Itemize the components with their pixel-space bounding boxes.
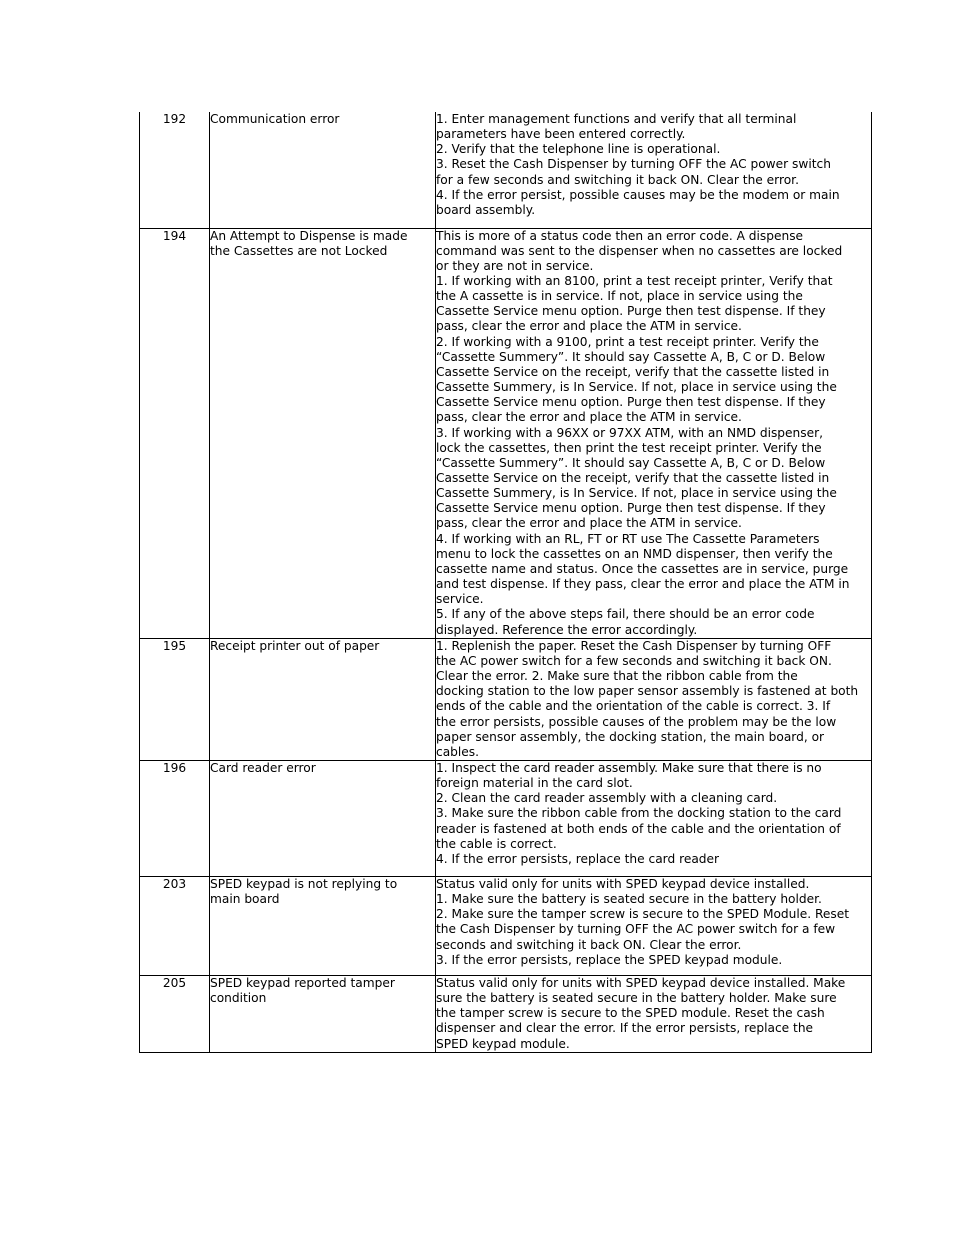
table-row bbox=[140, 760, 872, 876]
error-code-table-body bbox=[140, 112, 872, 1052]
action-line: the error persists, possible causes of the problem may be the low bbox=[436, 714, 837, 729]
table-row bbox=[140, 876, 872, 975]
corrective-action-cell bbox=[436, 876, 872, 975]
action-line: Cassette Service menu option. Purge then test dispense. If they bbox=[436, 304, 826, 319]
action-line: board assembly. bbox=[436, 202, 536, 217]
error-description-cell bbox=[210, 975, 436, 1052]
table-row bbox=[140, 228, 872, 638]
action-line: or they are not in service. bbox=[436, 258, 594, 273]
error-description-cell bbox=[210, 638, 436, 760]
action-line: Cassette Service on the receipt, verify that the cassette listed in bbox=[436, 471, 830, 485]
action-line: 4. If the error persists, replace the card reader bbox=[436, 851, 720, 866]
action-line: service. bbox=[436, 592, 484, 607]
action-line: the cable is correct. bbox=[436, 836, 557, 851]
action-line: This is more of a status code then an error code. A dispense bbox=[436, 228, 804, 243]
action-line: 2. If working with a 9100, print a test receipt printer. Verify the bbox=[436, 334, 819, 349]
action-line: 3. If working with a 96XX or 97XX ATM, with an NMD dispenser, bbox=[436, 425, 823, 440]
description-line: Receipt printer out of paper bbox=[210, 638, 380, 653]
action-line: seconds and switching it back ON. Clear the error. bbox=[436, 937, 742, 952]
description-line: An Attempt to Dispense is made bbox=[210, 228, 408, 243]
corrective-action-cell bbox=[436, 228, 872, 638]
action-line: menu to lock the cassettes on an NMD dispenser, then verify the bbox=[436, 546, 833, 561]
action-line: the tamper screw is secure to the SPED module. Reset the cash bbox=[436, 1006, 825, 1021]
error-code-table bbox=[139, 112, 872, 1053]
action-line: SPED keypad module. bbox=[436, 1036, 570, 1051]
action-line: pass, clear the error and place the ATM in service. bbox=[436, 319, 742, 334]
action-line: and test dispense. If they pass, clear the error and place the ATM in bbox=[436, 577, 850, 592]
action-line: reader is fastened at both ends of the cable and the orientation of bbox=[436, 821, 841, 836]
error-code-cell: 203 bbox=[140, 876, 210, 975]
action-line: Status valid only for units with SPED keypad device installed. bbox=[436, 876, 810, 891]
error-description-cell bbox=[210, 760, 436, 876]
error-code-cell: 205 bbox=[140, 975, 210, 1052]
error-description-cell bbox=[210, 228, 436, 638]
action-line: lock the cassettes, then print the test receipt printer. Verify the bbox=[436, 440, 822, 455]
error-code-cell: 196 bbox=[140, 760, 210, 876]
action-line: Clear the error. 2. Make sure that the ribbon cable from the bbox=[436, 669, 798, 684]
error-code-cell: 192 bbox=[140, 112, 210, 228]
action-line: cassette name and status. Once the cassettes are in service, purge bbox=[436, 561, 849, 576]
action-line: Cassette Summery, is In Service. If not, place in service using the bbox=[436, 380, 837, 395]
action-line: 2. Make sure the tamper screw is secure to the SPED Module. Reset bbox=[436, 907, 850, 922]
action-line: the Cash Dispenser by turning OFF the AC power switch for a few bbox=[436, 922, 836, 937]
action-line: parameters have been entered correctly. bbox=[436, 127, 686, 142]
action-line: command was sent to the dispenser when no cassettes are locked bbox=[436, 243, 843, 258]
action-line: 1. Inspect the card reader assembly. Make sure that there is no bbox=[436, 760, 822, 775]
corrective-action-cell bbox=[436, 638, 872, 760]
description-line: Card reader error bbox=[210, 760, 316, 775]
action-line: 3. If the error persists, replace the SPED keypad module. bbox=[436, 952, 783, 967]
action-line: pass, clear the error and place the ATM in service. bbox=[436, 516, 742, 531]
action-line: 1. Make sure the battery is seated secure in the battery holder. bbox=[436, 892, 822, 907]
description-line: condition bbox=[210, 991, 267, 1006]
action-line: Cassette Summery, is In Service. If not, place in service using the bbox=[436, 486, 837, 501]
action-line: sure the battery is seated secure in the battery holder. Make sure bbox=[436, 991, 837, 1006]
action-line: displayed. Reference the error accordingly. bbox=[436, 622, 698, 637]
action-line: 1. Replenish the paper. Reset the Cash Dispenser by turning OFF bbox=[436, 638, 832, 653]
description-line: SPED keypad reported tamper bbox=[210, 975, 395, 990]
table-row bbox=[140, 638, 872, 760]
table-row bbox=[140, 975, 872, 1052]
action-line: 4. If the error persist, possible causes may be the modem or main bbox=[436, 187, 840, 202]
description-line: the Cassettes are not Locked bbox=[210, 243, 388, 258]
action-line: 1. If working with an 8100, print a test receipt printer, Verify that bbox=[436, 273, 833, 288]
corrective-action-cell bbox=[436, 975, 872, 1052]
action-line: foreign material in the card slot. bbox=[436, 776, 633, 791]
action-line: 3. Reset the Cash Dispenser by turning OFF the AC power switch bbox=[436, 157, 831, 172]
action-line: Cassette Service on the receipt, verify that the cassette listed in bbox=[436, 364, 830, 379]
action-line: “Cassette Summery”. It should say Cassette A, B, C or D. Below bbox=[436, 349, 826, 364]
error-code-cell: 194 bbox=[140, 228, 210, 638]
corrective-action-cell bbox=[436, 112, 872, 228]
corrective-action-cell bbox=[436, 760, 872, 876]
action-line: docking station to the low paper sensor assembly is fastened at both bbox=[436, 684, 859, 699]
action-line: Cassette Service menu option. Purge then test dispense. If they bbox=[436, 501, 826, 516]
description-line: SPED keypad is not replying to bbox=[210, 876, 398, 891]
action-line: ends of the cable and the orientation of the cable is correct. 3. If bbox=[436, 699, 831, 714]
action-line: “Cassette Summery”. It should say Cassette A, B, C or D. Below bbox=[436, 455, 826, 470]
description-line: Communication error bbox=[210, 112, 340, 126]
error-description-cell bbox=[210, 876, 436, 975]
action-line: 3. Make sure the ribbon cable from the docking station to the card bbox=[436, 806, 842, 821]
table-row bbox=[140, 112, 872, 228]
action-line: cables. bbox=[436, 744, 480, 759]
action-line: dispenser and clear the error. If the error persists, replace the bbox=[436, 1021, 814, 1036]
error-code-cell: 195 bbox=[140, 638, 210, 760]
action-line: Status valid only for units with SPED keypad device installed. Make bbox=[436, 975, 846, 990]
action-line: the A cassette is in service. If not, place in service using the bbox=[436, 289, 803, 304]
action-line: 1. Enter management functions and verify that all terminal bbox=[436, 112, 797, 126]
action-line: 5. If any of the above steps fail, there should be an error code bbox=[436, 607, 815, 622]
action-line: 4. If working with an RL, FT or RT use The Cassette Parameters bbox=[436, 531, 820, 546]
action-line: pass, clear the error and place the ATM in service. bbox=[436, 410, 742, 425]
description-line: main board bbox=[210, 892, 280, 907]
action-line: 2. Clean the card reader assembly with a cleaning card. bbox=[436, 791, 778, 806]
error-description-cell bbox=[210, 112, 436, 228]
action-line: paper sensor assembly, the docking station, the main board, or bbox=[436, 729, 825, 744]
action-line: for a few seconds and switching it back ON. Clear the error. bbox=[436, 172, 799, 187]
action-line: 2. Verify that the telephone line is operational. bbox=[436, 142, 721, 157]
action-line: Cassette Service menu option. Purge then test dispense. If they bbox=[436, 395, 826, 410]
action-line: the AC power switch for a few seconds and switching it back ON. bbox=[436, 653, 832, 668]
